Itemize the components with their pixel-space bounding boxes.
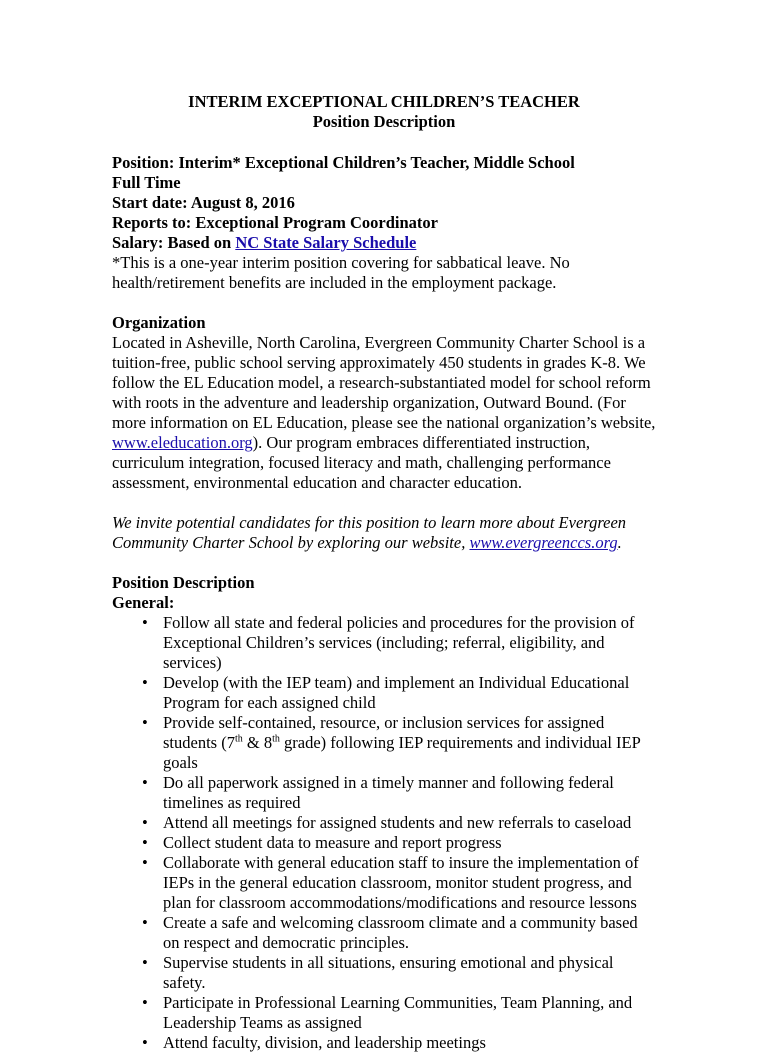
start-date-line: Start date: August 8, 2016 <box>112 193 295 212</box>
salary-line <box>112 233 656 253</box>
bullet-text: Provide self-contained, resource, or inclusion services for assigned students (7 <box>163 713 605 752</box>
invite-end: . <box>617 533 622 552</box>
list-item: • Do all paperwork assigned in a timely manner and following federal timelines as required <box>142 773 656 813</box>
general-subheading: General: <box>112 593 175 612</box>
organization-body <box>112 333 656 493</box>
superscript: th <box>272 733 280 745</box>
bullet-text: grade) following IEP requirements and individual IEP goals <box>163 733 641 772</box>
bullet-text: & 8 <box>242 733 273 752</box>
position-meta <box>112 153 656 293</box>
invite-paragraph <box>112 513 656 553</box>
interim-note: *This is a one-year interim position covering for sabbatical leave. No health/retirement benefits are included in the employment package. <box>112 253 570 292</box>
invite-text: We invite potential candidates for this position to learn more about Evergreen Community Charter School by exploring our website, <box>112 513 627 552</box>
list-item: • Collaborate with general education staff to insure the implementation of IEPs in the general education classroom, monitor student progress, and plan for classroom accommodations/modifications and resource lessons <box>142 853 656 913</box>
list-item: • Follow all state and federal policies and procedures for the provision of Exceptional Children’s services (including; referral, eligibility, and services) <box>142 613 656 673</box>
list-item <box>142 713 656 773</box>
list-item: • Attend all meetings for assigned students and new referrals to caseload <box>142 813 656 833</box>
list-item: • Attend faculty, division, and leadership meetings <box>142 1033 656 1053</box>
reports-to-line: Reports to: Exceptional Program Coordinator <box>112 213 438 232</box>
organization-text-1: Located in Asheville, North Carolina, Evergreen Community Charter School is a tuition-free, public school serving approximately 450 students in grades K-8. We follow the EL Education model, a research-substantiated model for school reform with roots in the adventure and leadership organization, Outward Bound. (For more information on EL Education, please see the national organization’s website, <box>112 333 656 432</box>
document-subtitle: Position Description <box>312 112 456 131</box>
salary-schedule-link[interactable]: NC State Salary Schedule <box>235 233 417 252</box>
list-item: • Participate in Professional Learning Communities, Team Planning, and Leadership Teams as assigned <box>142 993 656 1033</box>
document-title: INTERIM EXCEPTIONAL CHILDREN’S TEACHER <box>188 92 580 111</box>
time-line: Full Time <box>112 173 181 192</box>
organization-heading: Organization <box>112 313 206 332</box>
duties-list <box>112 613 656 1053</box>
organization-text-2: ). Our program embraces differentiated instruction, curriculum integration, focused literacy and math, challenging performance assessment, environmental education and character education. <box>112 433 611 492</box>
position-line: Position: Interim* Exceptional Children’s Teacher, Middle School <box>112 153 575 172</box>
list-item: • Collect student data to measure and report progress <box>142 833 656 853</box>
salary-prefix: Salary: Based on <box>112 233 236 252</box>
title-block <box>112 0 656 132</box>
eleducation-link[interactable]: www.eleducation.org <box>112 433 253 452</box>
evergreen-website-link[interactable]: www.evergreenccs.org <box>469 533 618 552</box>
position-description-heading: Position Description <box>112 573 255 592</box>
list-item: • Create a safe and welcoming classroom climate and a community based on respect and democratic principles. <box>142 913 656 953</box>
superscript: th <box>234 733 243 745</box>
list-item: • Supervise students in all situations, ensuring emotional and physical safety. <box>142 953 656 993</box>
list-item: • Develop (with the IEP team) and implement an Individual Educational Program for each assigned child <box>142 673 656 713</box>
